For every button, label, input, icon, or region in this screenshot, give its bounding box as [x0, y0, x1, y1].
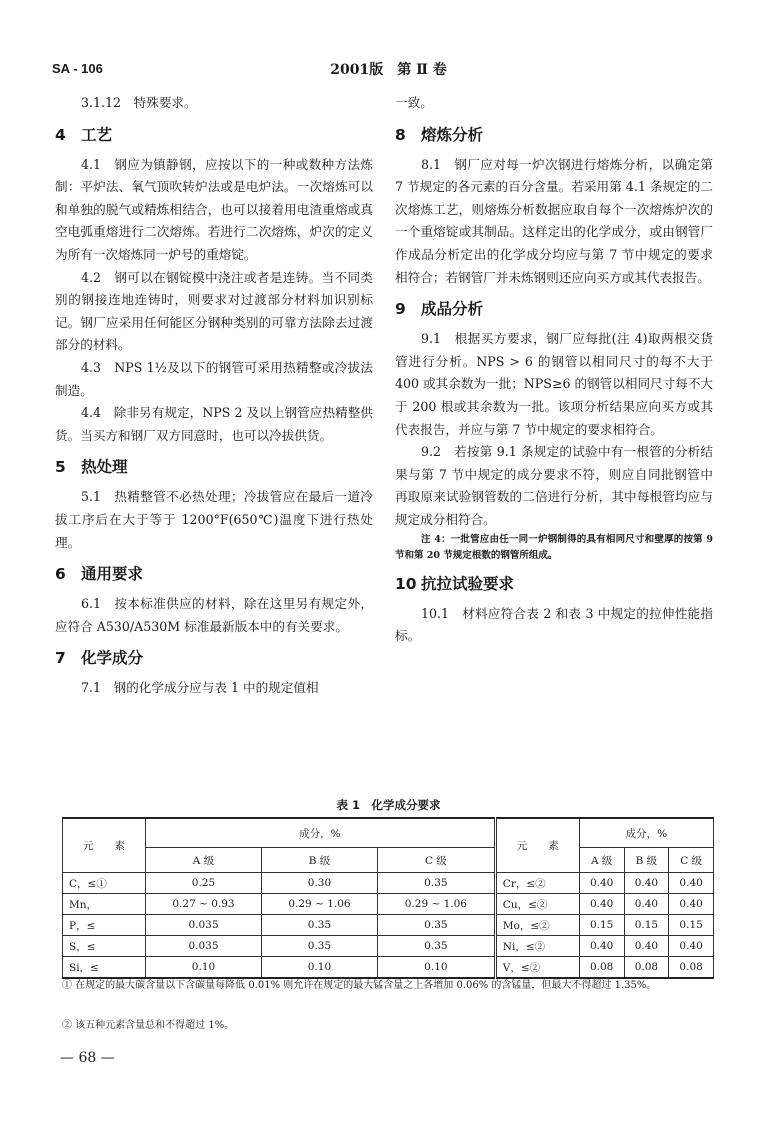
table-row — [63, 936, 714, 957]
note-4: 注 4：一批管应由任一同一炉钢制得的具有相同尺寸和壁厚的按第 9 节和第 20 节规定根数的钢管所组成。 — [395, 533, 713, 561]
section-7-heading — [55, 647, 373, 669]
clause-4-2: 4.2 钢可以在钢锭模中浇注或者是连铸。当不同类别的钢接连地连铸时，则要求对过渡部分材料加识别标记。钢厂应采用任何能区分钢种类别的可靠方法除去过渡部分的材料。 — [55, 269, 373, 353]
page-number: — 68 — — [60, 1050, 115, 1066]
clause-9-2: 9.2 若按第 9.1 条规定的试验中有一根管的分析结果与第 7 节中规定的成分要求不符，则应自同批钢管中再取原来试验钢管数的二倍进行分析，其中每根管均应与规定成分相符合。 — [395, 444, 713, 527]
right-column — [395, 92, 713, 648]
clause-7-1: 7.1 钢的化学成分应与表 1 中的规定值相 — [81, 680, 319, 696]
element-cell: Si，≤ — [63, 957, 146, 979]
composition-header: 成分，% — [579, 818, 713, 848]
section-title: 工艺 — [81, 125, 113, 144]
value-cell: 0.40 — [669, 894, 714, 915]
value-cell: 0.15 — [669, 915, 714, 936]
element-cell: P，≤ — [63, 915, 146, 936]
element-cell: V，≤② — [495, 957, 579, 979]
table-footnote-1: ① 在规定的最大碳含量以下含碳量每降低 0.01% 则允许在规定的最大锰含量之上各增加 0.06% 的含锰量，但最大不得超过 1.35%。 — [62, 980, 657, 991]
section-title: 通用要求 — [81, 565, 144, 584]
chemical-composition-table — [62, 817, 714, 979]
composition-header: 成分，% — [146, 818, 496, 848]
element-cell: Cr，≤② — [495, 873, 579, 894]
value-cell: 0.10 — [146, 957, 262, 979]
grade-a-header: A 级 — [146, 848, 262, 873]
section-5-heading — [55, 456, 373, 478]
table-1-title: 表 1 化学成分要求 — [336, 798, 441, 812]
value-cell: 0.40 — [624, 894, 669, 915]
value-cell: 0.29 ~ 1.06 — [261, 894, 377, 915]
table-row — [63, 957, 714, 979]
value-cell: 0.25 — [146, 873, 262, 894]
clause-8-1: 8.1 钢厂应对每一炉次钢进行熔炼分析，以确定第 7 节规定的各元素的百分含量。若采用第 4.1 条规定的二次熔炼工艺，则熔炼分析数据应取自每个一次熔炼炉次的一个重熔锭或其制品。这样定出的化学成分，或由钢管厂作成品分析定出的化学成分均应与第 7 节中规定的要求相符合；若钢管厂并未炼钢则还应向买方或其代表报告。 — [395, 156, 713, 285]
section-number: 9 — [395, 300, 406, 319]
value-cell: 0.15 — [624, 915, 669, 936]
clause-4-4: 4.4 除非另有规定，NPS 2 及以上钢管应热精整供货。当买方和钢厂双方同意时，也可以冷拔供货。 — [55, 405, 373, 443]
section-number: 7 — [55, 649, 66, 668]
value-cell: 0.27 ~ 0.93 — [146, 894, 262, 915]
value-cell: 0.35 — [261, 936, 377, 957]
element-cell: Mo，≤② — [495, 915, 579, 936]
element-cell: Mn， — [63, 894, 146, 915]
section-8-heading — [395, 124, 713, 146]
value-cell: 0.40 — [624, 936, 669, 957]
grade-c-header: C 级 — [669, 848, 714, 873]
value-cell: 0.35 — [377, 915, 495, 936]
section-4-heading — [55, 124, 373, 146]
clause-6-1: 6.1 按本标准供应的材料，除在这里另有规定外，应符合 A530/A530M 标准最新版本中的有关要求。 — [55, 596, 373, 634]
value-cell: 0.08 — [669, 957, 714, 979]
value-cell: 0.35 — [261, 915, 377, 936]
clause-4-1: 4.1 钢应为镇静钢，应按以下的一种或数种方法炼制：平炉法、氧气顶吹转炉法或是电炉法。一次熔炼可以和单独的脱气或精炼相结合，也可以接着用电渣重熔或真空电弧重熔进行二次熔炼。若进行二次熔炼，炉次的定义为所有一次熔炼同一炉号的重熔锭。 — [55, 156, 373, 262]
section-number: 10 — [395, 574, 417, 593]
clause-7-1-continued: 一致。 — [395, 95, 433, 110]
table-row — [63, 915, 714, 936]
element-cell: Ni，≤② — [495, 936, 579, 957]
section-6-heading — [55, 563, 373, 585]
element-cell: Cu，≤② — [495, 894, 579, 915]
section-title: 熔炼分析 — [421, 125, 484, 144]
value-cell: 0.30 — [261, 873, 377, 894]
section-title: 抗拉试验要求 — [421, 574, 515, 593]
grade-a-header: A 级 — [579, 848, 624, 873]
value-cell: 0.08 — [624, 957, 669, 979]
clause-9-1: 9.1 根据买方要求，钢厂应每批(注 4)取两根交货管进行分析。NPS > 6 的钢管以相同尺寸的每不大于 400 或其余数为一批；NPS≥6 的钢管以相同尺寸每不大于 200 根或其余数为一批。该项分析结果应向买方或其代表报告，并应与第 7 节中规定的要求相符合。 — [395, 331, 714, 437]
section-title: 热处理 — [81, 458, 128, 477]
value-cell: 0.035 — [146, 915, 262, 936]
edition-header: 2001版 第 Ⅱ 卷 — [330, 62, 447, 78]
table-row — [63, 894, 714, 915]
section-title: 化学成分 — [81, 649, 144, 668]
grade-c-header: C 级 — [377, 848, 495, 873]
value-cell: 0.40 — [579, 894, 624, 915]
table-header-row — [63, 818, 714, 848]
value-cell: 0.40 — [624, 873, 669, 894]
standard-code: SA - 106 — [52, 61, 103, 76]
element-header: 元 素 — [63, 818, 146, 873]
section-10-heading — [395, 573, 713, 595]
clause-10-1: 10.1 材料应符合表 2 和表 3 中规定的拉伸性能指标。 — [395, 605, 713, 644]
section-title: 成品分析 — [421, 300, 484, 319]
grade-header-row — [63, 848, 714, 873]
table-footnote-2: ② 该五种元素含量总和不得超过 1%。 — [62, 1020, 235, 1031]
section-number: 6 — [55, 565, 66, 584]
value-cell: 0.10 — [261, 957, 377, 979]
grade-b-header: B 级 — [261, 848, 377, 873]
value-cell: 0.35 — [377, 873, 495, 894]
value-cell: 0.29 ~ 1.06 — [377, 894, 495, 915]
element-header: 元 素 — [495, 818, 579, 873]
section-number: 8 — [395, 125, 406, 144]
value-cell: 0.40 — [579, 936, 624, 957]
clause-3-1-12: 3.1.12 特殊要求。 — [81, 95, 197, 110]
value-cell: 0.035 — [146, 936, 262, 957]
value-cell: 0.08 — [579, 957, 624, 979]
element-cell: S，≤ — [63, 936, 146, 957]
value-cell: 0.40 — [669, 873, 714, 894]
section-9-heading — [395, 298, 713, 320]
element-cell: C，≤① — [63, 873, 146, 894]
clause-5-1: 5.1 热精整管不必热处理；冷拔管应在最后一道冷拔工序后在大于等于 1200°F(650℃)温度下进行热处理。 — [55, 489, 373, 550]
grade-b-header: B 级 — [624, 848, 669, 873]
section-number: 4 — [55, 125, 66, 144]
value-cell: 0.40 — [669, 936, 714, 957]
section-number: 5 — [55, 458, 66, 477]
value-cell: 0.35 — [377, 936, 495, 957]
value-cell: 0.10 — [377, 957, 495, 979]
clause-4-3: 4.3 NPS 1½及以下的钢管可采用热精整或冷拔法制造。 — [55, 359, 373, 398]
value-cell: 0.40 — [579, 873, 624, 894]
value-cell: 0.15 — [579, 915, 624, 936]
left-column — [55, 92, 373, 700]
table-row — [63, 873, 714, 894]
